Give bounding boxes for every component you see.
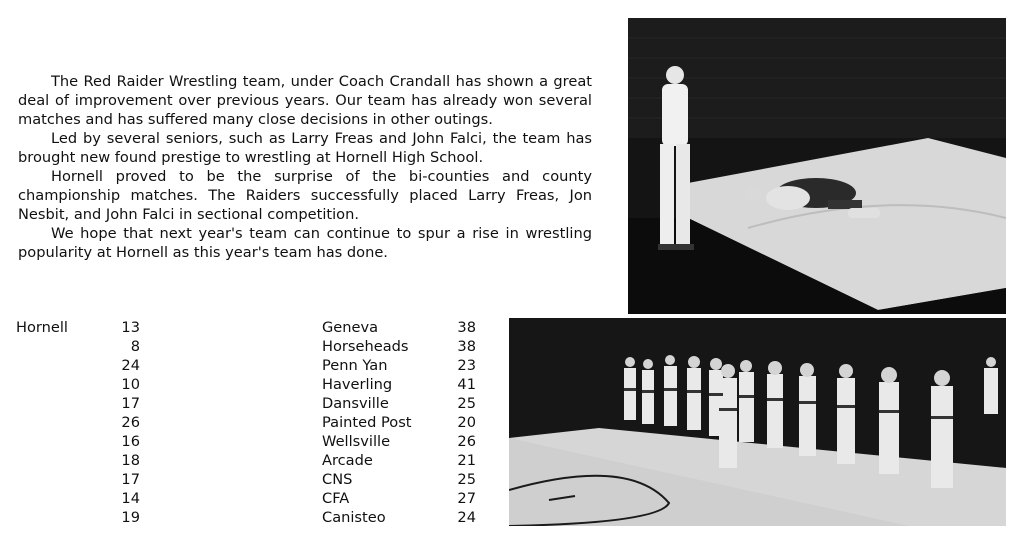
home-score: 13 (121, 319, 140, 336)
home-score: 16 (121, 433, 140, 450)
wrestling-match-illustration (628, 18, 1006, 314)
opponent-score: 27 (457, 490, 476, 507)
opponent-score: 38 (457, 338, 476, 355)
story-text (18, 72, 592, 262)
opponent-name: Dansville (322, 395, 389, 412)
opponent-name: Painted Post (322, 414, 412, 431)
opponent-name: Penn Yan (322, 357, 388, 374)
home-score: 10 (121, 376, 140, 393)
opponent-name: Geneva (322, 319, 379, 336)
opponent-score: 23 (457, 357, 476, 374)
opponent-name: Horseheads (322, 338, 409, 355)
story-paragraph: Hornell proved to be the surprise of the bi-counties and county championship matches. The Raiders successfully placed Larry Freas, Jon Nesbit, and John Falci in sectional competition. (18, 168, 592, 223)
home-score: 19 (121, 509, 140, 526)
opponent-score: 26 (457, 433, 476, 450)
opponent-score: 21 (457, 452, 476, 469)
team-lineup-illustration (509, 318, 1006, 526)
opponent-score: 25 (457, 471, 476, 488)
home-score: 26 (121, 414, 140, 431)
opponent-score: 20 (457, 414, 476, 431)
opponent-name: CNS (322, 471, 353, 488)
home-score: 8 (130, 338, 140, 355)
wrestling-match-photo (628, 18, 1006, 314)
home-team-label: Hornell (16, 319, 68, 336)
story-paragraph: We hope that next year's team can continue to spur a rise in wrestling popularity at Hornell as this year's team has done. (18, 225, 592, 261)
home-score: 24 (121, 357, 140, 374)
home-score: 18 (121, 452, 140, 469)
home-score: 14 (121, 490, 140, 507)
home-score: 17 (121, 395, 140, 412)
opponent-score: 41 (457, 376, 476, 393)
opponent-score: 24 (457, 509, 476, 526)
opponent-name: Arcade (322, 452, 373, 469)
story-paragraph: The Red Raider Wrestling team, under Coach Crandall has shown a great deal of improvement over previous years. Our team has already won several matches and has suffered many close decisions in other outings. (18, 73, 592, 128)
opponent-name: CFA (322, 490, 350, 507)
opponent-score: 38 (457, 319, 476, 336)
home-score: 17 (121, 471, 140, 488)
story-paragraph: Led by several seniors, such as Larry Freas and John Falci, the team has brought new found prestige to wrestling at Hornell High School. (18, 130, 592, 166)
opponent-score: 25 (457, 395, 476, 412)
team-lineup-photo (509, 318, 1006, 526)
opponent-name: Wellsville (322, 433, 391, 450)
opponent-name: Canisteo (322, 509, 386, 526)
opponent-name: Haverling (322, 376, 393, 393)
